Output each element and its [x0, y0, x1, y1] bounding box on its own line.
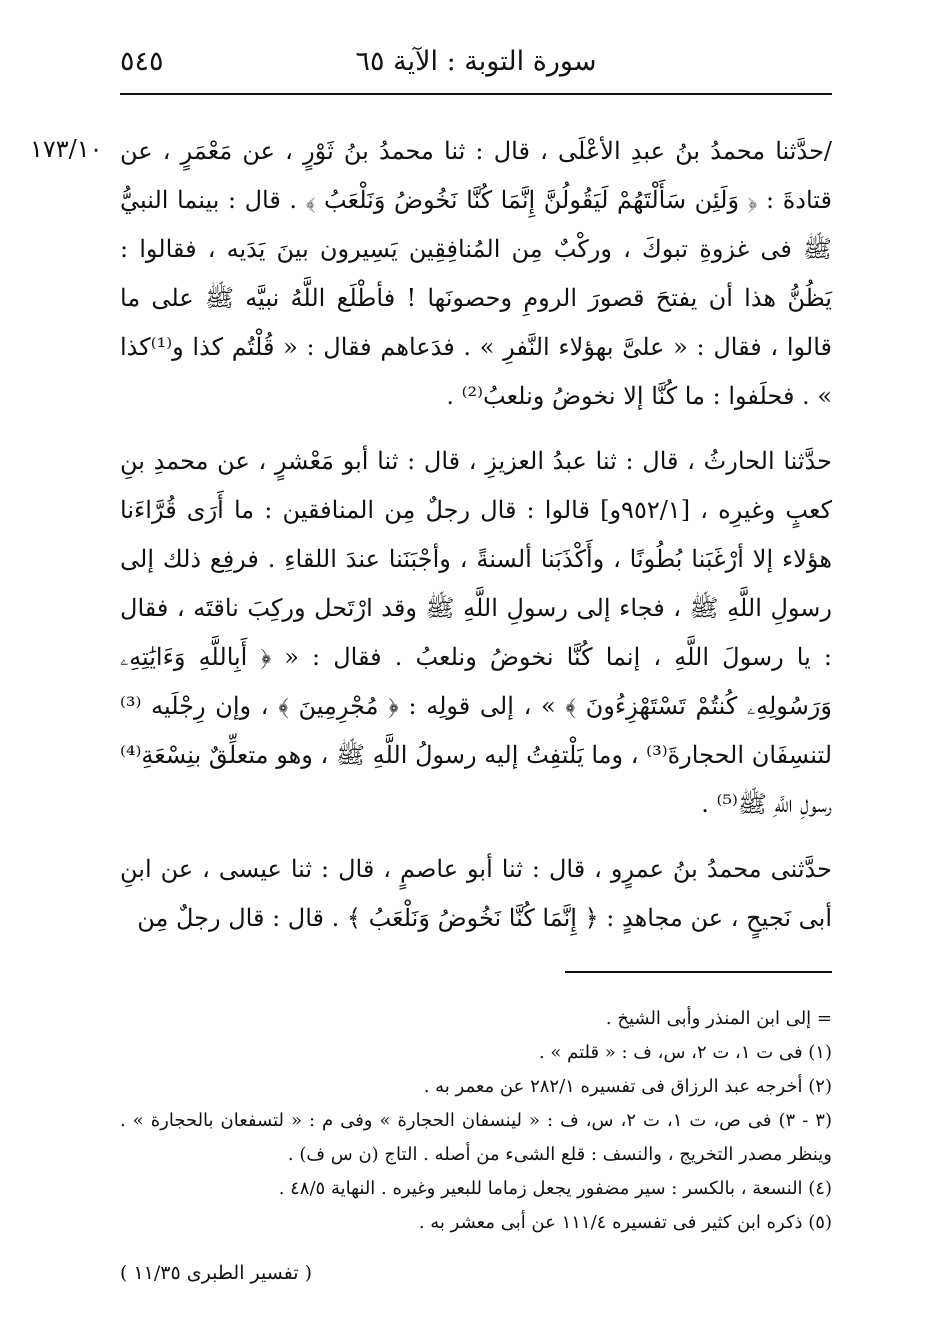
- footnote-continuation: = إلى ابن المنذر وأبى الشيخ .: [605, 1008, 832, 1029]
- header-rule: [120, 93, 832, 95]
- paragraph-2: حدَّثنا الحارثُ ، قال : ثنا عبدُ العزيزِ ، قال : ثنا أبو مَعْشرٍ ، عن محمدِ بنِ كعبٍ وغيرِه ، [٩٥٢/١و] قالوا : قال رجلٌ مِن المنافقين : ما أَرَى قُرَّاءَنا هؤلاء إلا أرْغَبَنا بُطُونًا ، وأَكْذَبَنا ألسنةً ، وأجْبَنَنا عندَ اللقاءِ . فرفِع ذلك إلى رسولِ اللَّهِ ﷺ ، فجاء إلى رسولِ اللَّهِ ﷺ وقد ارْتَحل وركِبَ ناقتَه ، فقال : يا رسولَ اللَّهِ ، إنما كُنَّا نخوضُ ونلعبُ . فقال : « ﴿ أَبِاللَّهِ وَءَايَٰتِهِۦ وَرَسُولِهِۦ كُنتُمْ تَسْتَهْزِءُونَ ﴾ » ، إلى قولِه : ﴿ مُجْرِمِينَ ﴾ ، وإن رِجْلَيه ⁽³⁾لتنسِفَان الحجارةَ⁽³⁾ ، وما يَلْتفِتُ إليه رسولُ اللَّهِ ﷺ ، وهو متعلِّقٌ بنِسْعَةِ⁽⁴⁾ رسولِ اللَّهِ ﷺ⁽⁵⁾ .: [120, 447, 833, 818]
- footnote-1: (١) فى ت ١، ت ٢، س، ف : « قلتم » .: [538, 1042, 832, 1063]
- margin-reference: ١٧٣/١٠: [30, 135, 103, 163]
- footnotes: [120, 1002, 832, 1240]
- paragraph-1: /حدَّثنا محمدُ بنُ عبدِ الأعْلَى ، قال : ثنا محمدُ بنُ ثَوْرٍ ، عن مَعْمَرٍ ، عن قتادةَ : ﴿ وَلَئِن سَأَلْتَهُمْ لَيَقُولُنَّ إِنَّمَا كُنَّا نَخُوضُ وَنَلْعَبُ ﴾ . قال : بينما النبيُّ ﷺ فى غزوةِ تبوكَ ، وركْبٌ مِن المُنافِقِين يَسِيرون بينَ يَدَيه ، فقالوا : يَظُنُّ هذا أن يفتحَ قصورَ الرومِ وحصونَها ! فأطْلَع اللَّهُ نبيَّه ﷺ على ما قالوا ، فقال : « علىَّ بهؤلاء النَّفرِ » . فدَعاهم فقال : « قُلْتُم كذا و⁽¹⁾كذا » . فحلَفوا : ما كُنَّا إلا نخوضُ ونلعبُ⁽²⁾ .: [120, 137, 832, 410]
- main-text: [120, 127, 832, 959]
- running-head: [120, 40, 832, 88]
- footnote-5: (٥) ذكره ابن كثير فى تفسيره ١١١/٤ عن أبى معشر به .: [418, 1212, 832, 1233]
- page-number: ٥٤٥: [120, 46, 164, 77]
- footnote-2: (٢) أخرجه عبد الرزاق فى تفسيره ٢٨٢/١ عن معمر به .: [423, 1076, 832, 1097]
- footnote-3: (٣ - ٣) فى ص، ت ١، ت ٢، س، ف : « لينسفان الحجارة » وفى م : « لتسفعان بالحجارة » . وينظر مصدر التخريج ، والنسف : قلع الشىء من أصله . التاج (ن س ف) .: [120, 1110, 832, 1165]
- paragraph-3: حدَّثنى محمدُ بنُ عمرٍو ، قال : ثنا أبو عاصمٍ ، قال : ثنا عيسى ، عن ابنِ أبى نَجيحٍ ، عن مجاهدٍ : ﴿ إِنَّمَا كُنَّا نَخُوضُ وَنَلْعَبُ ﴾ . قال : قال رجلٌ مِن: [120, 855, 832, 932]
- surah-heading: سورة التوبة : الآية ٦٥: [355, 46, 597, 77]
- footnote-4: (٤) النسعة ، بالكسر : سير مضفور يجعل زماما للبعير وغيره . النهاية ٤٨/٥ .: [278, 1178, 832, 1199]
- footnote-rule: [565, 971, 832, 973]
- volume-reference: ( تفسير الطبرى ١١/٣٥ ): [120, 1262, 313, 1284]
